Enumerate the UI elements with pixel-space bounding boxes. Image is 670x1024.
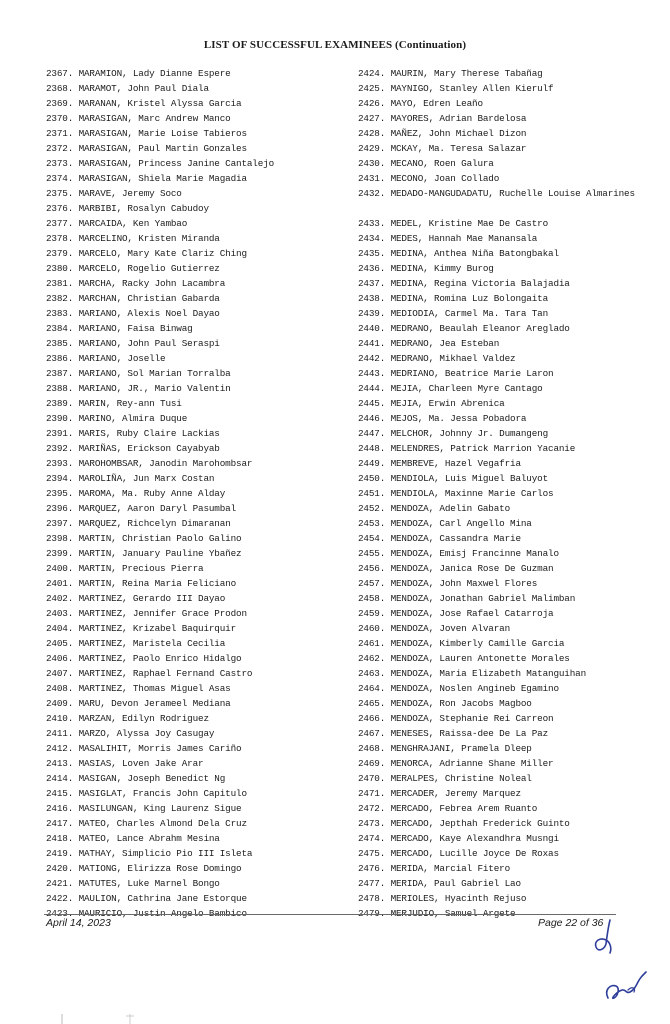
examinee-entry: 2382. MARCHAN, Christian Gabarda xyxy=(46,293,220,304)
examinee-entry: 2435. MEDINA, Anthea Niña Batongbakal xyxy=(358,248,559,259)
examinee-entry: 2432. MEDADO-MANGUDADATU, Ruchelle Louise Almarines xyxy=(358,188,635,199)
examinee-entry: 2463. MENDOZA, Maria Elizabeth Matanguihan xyxy=(358,668,587,679)
examinee-entry: 2378. MARCELINO, Kristen Miranda xyxy=(46,233,220,244)
examinee-entry: 2447. MELCHOR, Johnny Jr. Dumangeng xyxy=(358,428,549,439)
examinee-entry: 2460. MENDOZA, Joven Alvaran xyxy=(358,623,511,634)
examinee-entry: 2476. MERIDA, Marcial Fitero xyxy=(358,863,511,874)
examinee-entry: 2421. MATUTES, Luke Marnel Bongo xyxy=(46,878,220,889)
examinee-entry: 2478. MERIOLES, Hyacinth Rejuso xyxy=(358,893,527,904)
examinee-entry: 2472. MERCADO, Febrea Arem Ruanto xyxy=(358,803,538,814)
footer-divider xyxy=(44,914,616,915)
examinee-entry: 2425. MAYNIGO, Stanley Allen Kierulf xyxy=(358,83,554,94)
examinee-entry: 2477. MERIDA, Paul Gabriel Lao xyxy=(358,878,521,889)
examinee-entry: 2449. MEMBREVE, Hazel Vegafria xyxy=(358,458,521,469)
examinee-entry: 2431. MECONO, Joan Collado xyxy=(358,173,500,184)
examinee-entry: 2475. MERCADO, Lucille Joyce De Roxas xyxy=(358,848,559,859)
examinee-entry: 2438. MEDINA, Romina Luz Bolongaita xyxy=(358,293,549,304)
examinee-entry: 2377. MARCAIDA, Ken Yambao xyxy=(46,218,188,229)
examinee-entry: 2412. MASALIHIT, Morris James Cariño xyxy=(46,743,242,754)
examinee-entry: 2403. MARTINEZ, Jennifer Grace Prodon xyxy=(46,608,247,619)
examinee-entry: 2417. MATEO, Charles Almond Dela Cruz xyxy=(46,818,247,829)
examinee-entry: 2380. MARCELO, Rogelio Gutierrez xyxy=(46,263,220,274)
scan-marks xyxy=(0,1008,200,1024)
examinee-entry: 2436. MEDINA, Kimmy Burog xyxy=(358,263,494,274)
examinee-entry: 2441. MEDRANO, Jea Esteban xyxy=(358,338,500,349)
examinee-entry: 2375. MARAVE, Jeremy Soco xyxy=(46,188,182,199)
examinee-entry: 2402. MARTINEZ, Gerardo III Dayao xyxy=(46,593,226,604)
examinee-entry: 2467. MENESES, Raissa-dee De La Paz xyxy=(358,728,549,739)
examinee-entry: 2454. MENDOZA, Cassandra Marie xyxy=(358,533,521,544)
examinee-entry: 2395. MAROMA, Ma. Ruby Anne Alday xyxy=(46,488,226,499)
examinee-entry: 2423. MAURICIO, Justin Angelo Bambico xyxy=(46,908,247,919)
examinee-entry: 2418. MATEO, Lance Abrahm Mesina xyxy=(46,833,220,844)
examinee-entry: 2394. MAROLIÑA, Jun Marx Costan xyxy=(46,473,215,484)
examinee-entry: 2473. MERCADO, Jepthah Frederick Guinto xyxy=(358,818,570,829)
examinee-entry: 2411. MARZO, Alyssa Joy Casugay xyxy=(46,728,215,739)
examinee-entry: 2451. MENDIOLA, Maxinne Marie Carlos xyxy=(358,488,554,499)
examinee-entry: 2392. MARIÑAS, Erickson Cayabyab xyxy=(46,443,220,454)
examinee-entry: 2428. MAÑEZ, John Michael Dizon xyxy=(358,128,527,139)
page-title: LIST OF SUCCESSFUL EXAMINEES (Continuation) xyxy=(203,39,467,51)
examinee-entry: 2424. MAURIN, Mary Therese Tabañag xyxy=(358,68,543,79)
examinee-list-left xyxy=(46,66,346,921)
examinee-entry: 2385. MARIANO, John Paul Seraspi xyxy=(46,338,220,349)
examinee-entry: 2416. MASILUNGAN, King Laurenz Sigue xyxy=(46,803,242,814)
examinee-entry: 2384. MARIANO, Faisa Binwag xyxy=(46,323,193,334)
examinee-entry: 2373. MARASIGAN, Princess Janine Cantalejo xyxy=(46,158,275,169)
examinee-entry: 2470. MERALPES, Christine Noleal xyxy=(358,773,532,784)
examinee-entry: 2379. MARCELO, Mary Kate Clariz Ching xyxy=(46,248,247,259)
examinee-entry: 2429. MCKAY, Ma. Teresa Salazar xyxy=(358,143,527,154)
examinee-entry: 2404. MARTINEZ, Krizabel Baquirquir xyxy=(46,623,237,634)
examinee-entry: 2410. MARZAN, Edilyn Rodriguez xyxy=(46,713,209,724)
examinee-entry: 2389. MARIN, Rey-ann Tusi xyxy=(46,398,182,409)
examinee-entry: 2443. MEDRIANO, Beatrice Marie Laron xyxy=(358,368,554,379)
examinee-entry: 2444. MEJIA, Charleen Myre Cantago xyxy=(358,383,543,394)
examinee-entry: 2413. MASIAS, Loven Jake Arar xyxy=(46,758,204,769)
examinee-entry: 2458. MENDOZA, Jonathan Gabriel Malimban xyxy=(358,593,576,604)
examinee-entry: 2419. MATHAY, Simplicio Pio III Isleta xyxy=(46,848,253,859)
examinee-entry: 2367. MARAMION, Lady Dianne Espere xyxy=(46,68,231,79)
examinee-entry: 2420. MATIONG, Elirizza Rose Domingo xyxy=(46,863,242,874)
examinee-entry: 2398. MARTIN, Christian Paolo Galino xyxy=(46,533,242,544)
examinee-entry: 2391. MARIS, Ruby Claire Lackias xyxy=(46,428,220,439)
examinee-entry: 2422. MAULION, Cathrina Jane Estorque xyxy=(46,893,247,904)
examinee-entry: 2401. MARTIN, Reina Maria Feliciano xyxy=(46,578,237,589)
examinee-entry: 2406. MARTINEZ, Paolo Enrico Hidalgo xyxy=(46,653,242,664)
examinee-entry: 2466. MENDOZA, Stephanie Rei Carreon xyxy=(358,713,554,724)
handwritten-signature-icon xyxy=(580,906,660,1016)
examinee-entry: 2370. MARASIGAN, Marc Andrew Manco xyxy=(46,113,231,124)
examinee-entry: 2469. MENORCA, Adrianne Shane Miller xyxy=(358,758,554,769)
examinee-entry: 2453. MENDOZA, Carl Angello Mina xyxy=(358,518,532,529)
examinee-entry: 2440. MEDRANO, Beaulah Eleanor Areglado xyxy=(358,323,570,334)
examinee-entry: 2474. MERCADO, Kaye Alexandhra Musngi xyxy=(358,833,559,844)
examinee-entry: 2387. MARIANO, Sol Marian Torralba xyxy=(46,368,231,379)
examinee-entry: 2372. MARASIGAN, Paul Martin Gonzales xyxy=(46,143,247,154)
examinee-entry: 2374. MARASIGAN, Shiela Marie Magadia xyxy=(46,173,247,184)
examinee-list-right xyxy=(358,66,640,921)
examinee-entry: 2386. MARIANO, Joselle xyxy=(46,353,166,364)
examinee-entry: 2479. MERJUDIO, Samuel Argete xyxy=(358,908,516,919)
examinee-entry: 2434. MEDES, Hannah Mae Manansala xyxy=(358,233,538,244)
footer-page-number: Page 22 of 36 xyxy=(538,917,604,929)
examinee-entry: 2442. MEDRANO, Mikhael Valdez xyxy=(358,353,516,364)
examinee-entry: 2388. MARIANO, JR., Mario Valentin xyxy=(46,383,231,394)
examinee-entry: 2400. MARTIN, Precious Pierra xyxy=(46,563,204,574)
examinee-entry: 2408. MARTINEZ, Thomas Miguel Asas xyxy=(46,683,231,694)
examinee-entry: 2452. MENDOZA, Adelin Gabato xyxy=(358,503,511,514)
examinee-entry: 2461. MENDOZA, Kimberly Camille Garcia xyxy=(358,638,565,649)
examinee-entry: 2414. MASIGAN, Joseph Benedict Ng xyxy=(46,773,226,784)
examinee-entry: 2393. MAROHOMBSAR, Janodin Marohombsar xyxy=(46,458,253,469)
examinee-entry: 2407. MARTINEZ, Raphael Fernand Castro xyxy=(46,668,253,679)
examinee-entry: 2371. MARASIGAN, Marie Loise Tabieros xyxy=(46,128,247,139)
examinee-entry: 2409. MARU, Devon Jerameel Mediana xyxy=(46,698,231,709)
examinee-entry: 2446. MEJOS, Ma. Jessa Pobadora xyxy=(358,413,527,424)
examinee-entry: 2369. MARANAN, Kristel Alyssa Garcia xyxy=(46,98,242,109)
examinee-entry: 2415. MASIGLAT, Francis John Capitulo xyxy=(46,788,247,799)
examinee-entry: 2445. MEJIA, Erwin Abrenica xyxy=(358,398,505,409)
examinee-entry: 2368. MARAMOT, John Paul Diala xyxy=(46,83,209,94)
examinee-entry: 2465. MENDOZA, Ron Jacobs Magboo xyxy=(358,698,532,709)
examinee-entry: 2433. MEDEL, Kristine Mae De Castro xyxy=(358,218,549,229)
examinee-entry: 2437. MEDINA, Regina Victoria Balajadia xyxy=(358,278,570,289)
examinee-entry: 2390. MARINO, Almira Duque xyxy=(46,413,188,424)
examinee-entry: 2471. MERCADER, Jeremy Marquez xyxy=(358,788,521,799)
examinee-entry: 2426. MAYO, Edren Leaño xyxy=(358,98,483,109)
examinee-entry: 2456. MENDOZA, Janica Rose De Guzman xyxy=(358,563,554,574)
footer-date: April 14, 2023 xyxy=(46,917,111,929)
examinee-entry: 2468. MENGHRAJANI, Pramela Dleep xyxy=(358,743,532,754)
examinee-entry: 2450. MENDIOLA, Luis Miguel Baluyot xyxy=(358,473,549,484)
examinee-entry: 2383. MARIANO, Alexis Noel Dayao xyxy=(46,308,220,319)
examinee-entry: 2439. MEDIODIA, Carmel Ma. Tara Tan xyxy=(358,308,549,319)
examinee-entry: 2405. MARTINEZ, Maristela Cecilia xyxy=(46,638,226,649)
examinee-entry: 2462. MENDOZA, Lauren Antonette Morales xyxy=(358,653,570,664)
examinee-entry: 2427. MAYORES, Adrian Bardelosa xyxy=(358,113,527,124)
examinee-entry: 2457. MENDOZA, John Maxwel Flores xyxy=(358,578,538,589)
examinee-entry: 2464. MENDOZA, Noslen Angineb Egamino xyxy=(358,683,559,694)
examinee-entry: 2399. MARTIN, January Pauline Ybañez xyxy=(46,548,242,559)
examinee-entry: 2376. MARBIBI, Rosalyn Cabudoy xyxy=(46,203,209,214)
examinee-entry: 2396. MARQUEZ, Aaron Daryl Pasumbal xyxy=(46,503,237,514)
examinee-entry: 2455. MENDOZA, Emisj Francinne Manalo xyxy=(358,548,559,559)
examinee-entry: 2381. MARCHA, Racky John Lacambra xyxy=(46,278,226,289)
examinee-entry: 2430. MECANO, Roen Galura xyxy=(358,158,494,169)
examinee-entry: 2459. MENDOZA, Jose Rafael Catarroja xyxy=(358,608,554,619)
examinee-entry: 2448. MELENDRES, Patrick Marrion Yacanie xyxy=(358,443,576,454)
examinee-entry: 2397. MARQUEZ, Richcelyn Dimaranan xyxy=(46,518,231,529)
